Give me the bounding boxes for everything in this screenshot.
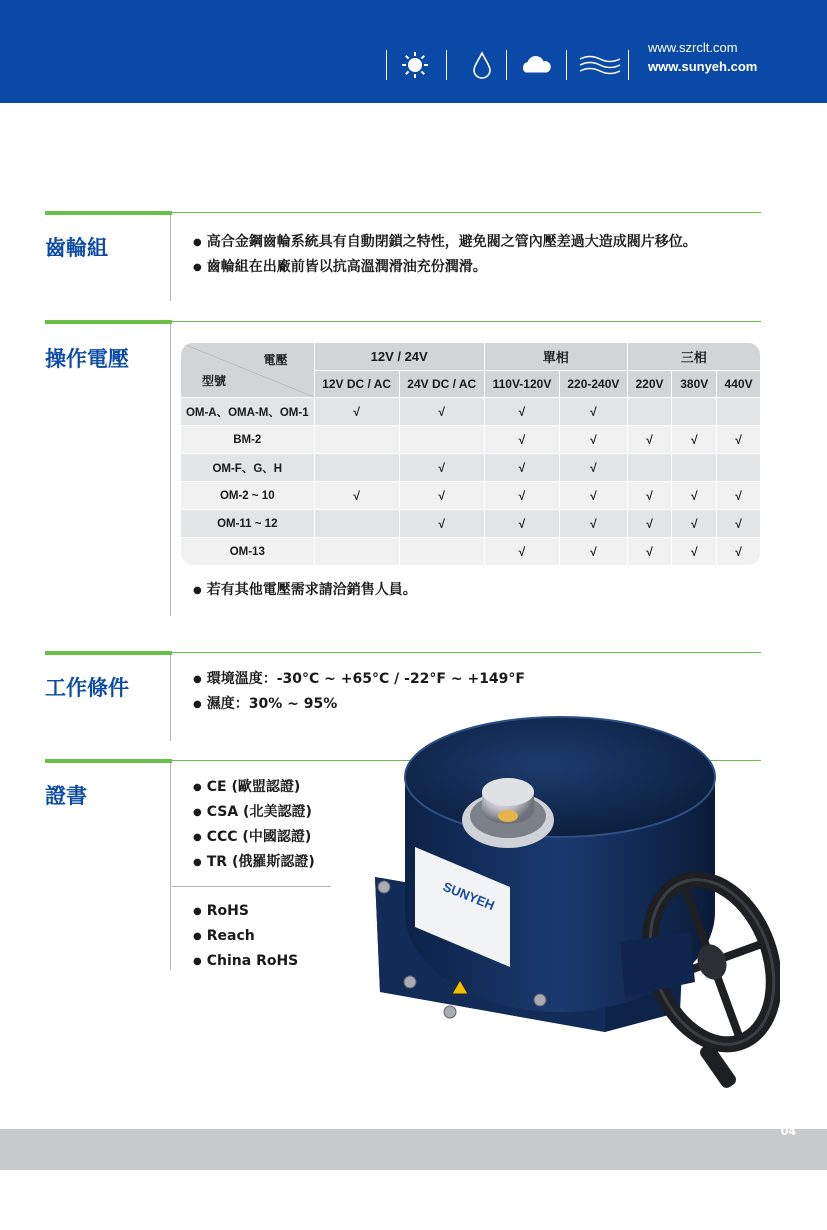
section-title-gear: 齒輪組 [45, 236, 108, 260]
bullet-item: ● 若有其他電壓需求請洽銷售人員。 [193, 578, 417, 603]
voltage-check-cell [628, 454, 673, 482]
voltage-check-cell: √ [672, 426, 717, 454]
table-row [181, 454, 761, 482]
section-accent-bar [45, 211, 172, 215]
model-cell: OM-2 ~ 10 [181, 482, 315, 510]
voltage-check-cell: √ [400, 454, 485, 482]
voltage-check-cell [315, 454, 400, 482]
group-header: 12V / 24V [315, 343, 485, 371]
footer-band [0, 1129, 827, 1170]
model-cell: OM-A、OMA-M、OM-1 [181, 398, 315, 426]
voltage-check-cell: √ [628, 510, 673, 538]
voltage-check-cell: √ [717, 538, 761, 566]
voltage-check-cell: √ [485, 398, 560, 426]
voltage-check-cell: √ [672, 538, 717, 566]
wave-icon [578, 50, 622, 80]
corner-model-label: 型號 [202, 374, 227, 388]
product-label: SUNYEH [440, 878, 497, 914]
voltage-check-cell: √ [485, 426, 560, 454]
voltage-check-cell [315, 426, 400, 454]
section-divider [170, 215, 171, 301]
voltage-check-cell: √ [485, 482, 560, 510]
voltage-check-cell [400, 538, 485, 566]
page-number: 04 [780, 1125, 796, 1138]
voltage-check-cell [628, 398, 673, 426]
bullet-item: ● RoHS [193, 899, 298, 924]
cert-divider [172, 886, 331, 887]
voltage-check-cell: √ [560, 398, 627, 426]
column-header: 380V [672, 371, 717, 398]
voltage-check-cell: √ [560, 510, 627, 538]
table-corner-header [181, 343, 315, 398]
column-header: 110V-120V [485, 371, 560, 398]
column-header: 24V DC / AC [400, 371, 485, 398]
model-cell: OM-F、G、H [181, 454, 315, 482]
website-url-szrclt[interactable]: www.szrclt.com [648, 40, 738, 55]
section-accent-bar [45, 651, 172, 655]
voltage-check-cell [400, 426, 485, 454]
voltage-check-cell [717, 454, 761, 482]
bullet-item: ● CCC (中國認證) [193, 825, 315, 850]
section-title-conditions: 工作條件 [45, 676, 129, 700]
voltage-check-cell: √ [560, 454, 627, 482]
model-cell: OM-13 [181, 538, 315, 566]
voltage-check-cell [672, 454, 717, 482]
certs-bullet-list [193, 775, 315, 875]
section-divider [170, 655, 171, 741]
voltage-check-cell: √ [400, 510, 485, 538]
voltage-check-cell: √ [485, 510, 560, 538]
voltage-check-cell [717, 398, 761, 426]
bullet-item: ● CSA (北美認證) [193, 800, 315, 825]
model-cell: BM-2 [181, 426, 315, 454]
bullet-item: ● 齒輪組在出廠前皆以抗高溫潤滑油充份潤滑。 [193, 255, 697, 280]
corner-voltage-label: 電壓 [263, 353, 288, 367]
voltage-check-cell: √ [717, 482, 761, 510]
column-header: 440V [717, 371, 761, 398]
sun-icon [399, 50, 431, 80]
voltage-check-cell [315, 538, 400, 566]
table-row [181, 510, 761, 538]
actuator-product-image [360, 712, 780, 1132]
table-row [181, 426, 761, 454]
voltage-check-cell: √ [400, 482, 485, 510]
voltage-check-cell: √ [672, 510, 717, 538]
bullet-item: ● CE (歐盟認證) [193, 775, 315, 800]
column-header: 220-240V [560, 371, 627, 398]
section-title-certs: 證書 [45, 784, 87, 808]
section-divider [170, 763, 171, 970]
voltage-check-cell: √ [560, 482, 627, 510]
voltage-check-cell [672, 398, 717, 426]
voltage-check-cell: √ [315, 398, 400, 426]
voltage-check-cell: √ [560, 426, 627, 454]
bullet-item: ● 濕度：30% ~ 95% [193, 692, 525, 717]
voltage-check-cell: √ [315, 482, 400, 510]
voltage-table [181, 343, 761, 567]
section-rule [172, 652, 761, 653]
bullet-item: ● Reach [193, 924, 298, 949]
group-header: 三相 [628, 343, 761, 371]
table-row [181, 398, 761, 426]
icon-separator [386, 50, 387, 80]
voltage-check-cell: √ [628, 482, 673, 510]
voltage-check-cell: √ [628, 538, 673, 566]
voltage-check-cell [315, 510, 400, 538]
column-header: 12V DC / AC [315, 371, 400, 398]
voltage-check-cell: √ [400, 398, 485, 426]
bullet-item: ● 環境溫度：-30°C ~ +65°C / -22°F ~ +149°F [193, 667, 525, 692]
group-header: 單相 [485, 343, 628, 371]
section-divider [170, 324, 171, 616]
icon-separator [628, 50, 629, 80]
voltage-check-cell: √ [672, 482, 717, 510]
icon-separator [506, 50, 507, 80]
section-rule [172, 212, 761, 213]
conditions-bullet-list [193, 667, 525, 717]
icon-separator [566, 50, 567, 80]
water-drop-icon [466, 50, 498, 80]
compliance-bullet-list [193, 899, 298, 974]
voltage-check-cell: √ [560, 538, 627, 566]
voltage-check-cell: √ [485, 454, 560, 482]
voltage-check-cell: √ [717, 426, 761, 454]
section-title-voltage: 操作電壓 [45, 347, 129, 371]
section-rule [172, 321, 761, 322]
voltage-check-cell: √ [485, 538, 560, 566]
voltage-note [193, 578, 417, 603]
model-cell: OM-11 ~ 12 [181, 510, 315, 538]
section-accent-bar [45, 759, 172, 763]
voltage-check-cell: √ [628, 426, 673, 454]
section-accent-bar [45, 320, 172, 324]
cloud-icon [520, 50, 552, 80]
voltage-check-cell: √ [717, 510, 761, 538]
bullet-item: ● China RoHS [193, 949, 298, 974]
table-row [181, 538, 761, 566]
icon-separator [446, 50, 447, 80]
gear-bullet-list [193, 230, 697, 280]
table-row [181, 482, 761, 510]
bullet-item: ● 高合金鋼齒輪系統具有自動閉鎖之特性，避免閥之管內壓差過大造成閥片移位。 [193, 230, 697, 255]
column-header: 220V [628, 371, 673, 398]
bullet-item: ● TR (俄羅斯認證) [193, 850, 315, 875]
website-url-sunyeh[interactable]: www.sunyeh.com [648, 59, 758, 74]
